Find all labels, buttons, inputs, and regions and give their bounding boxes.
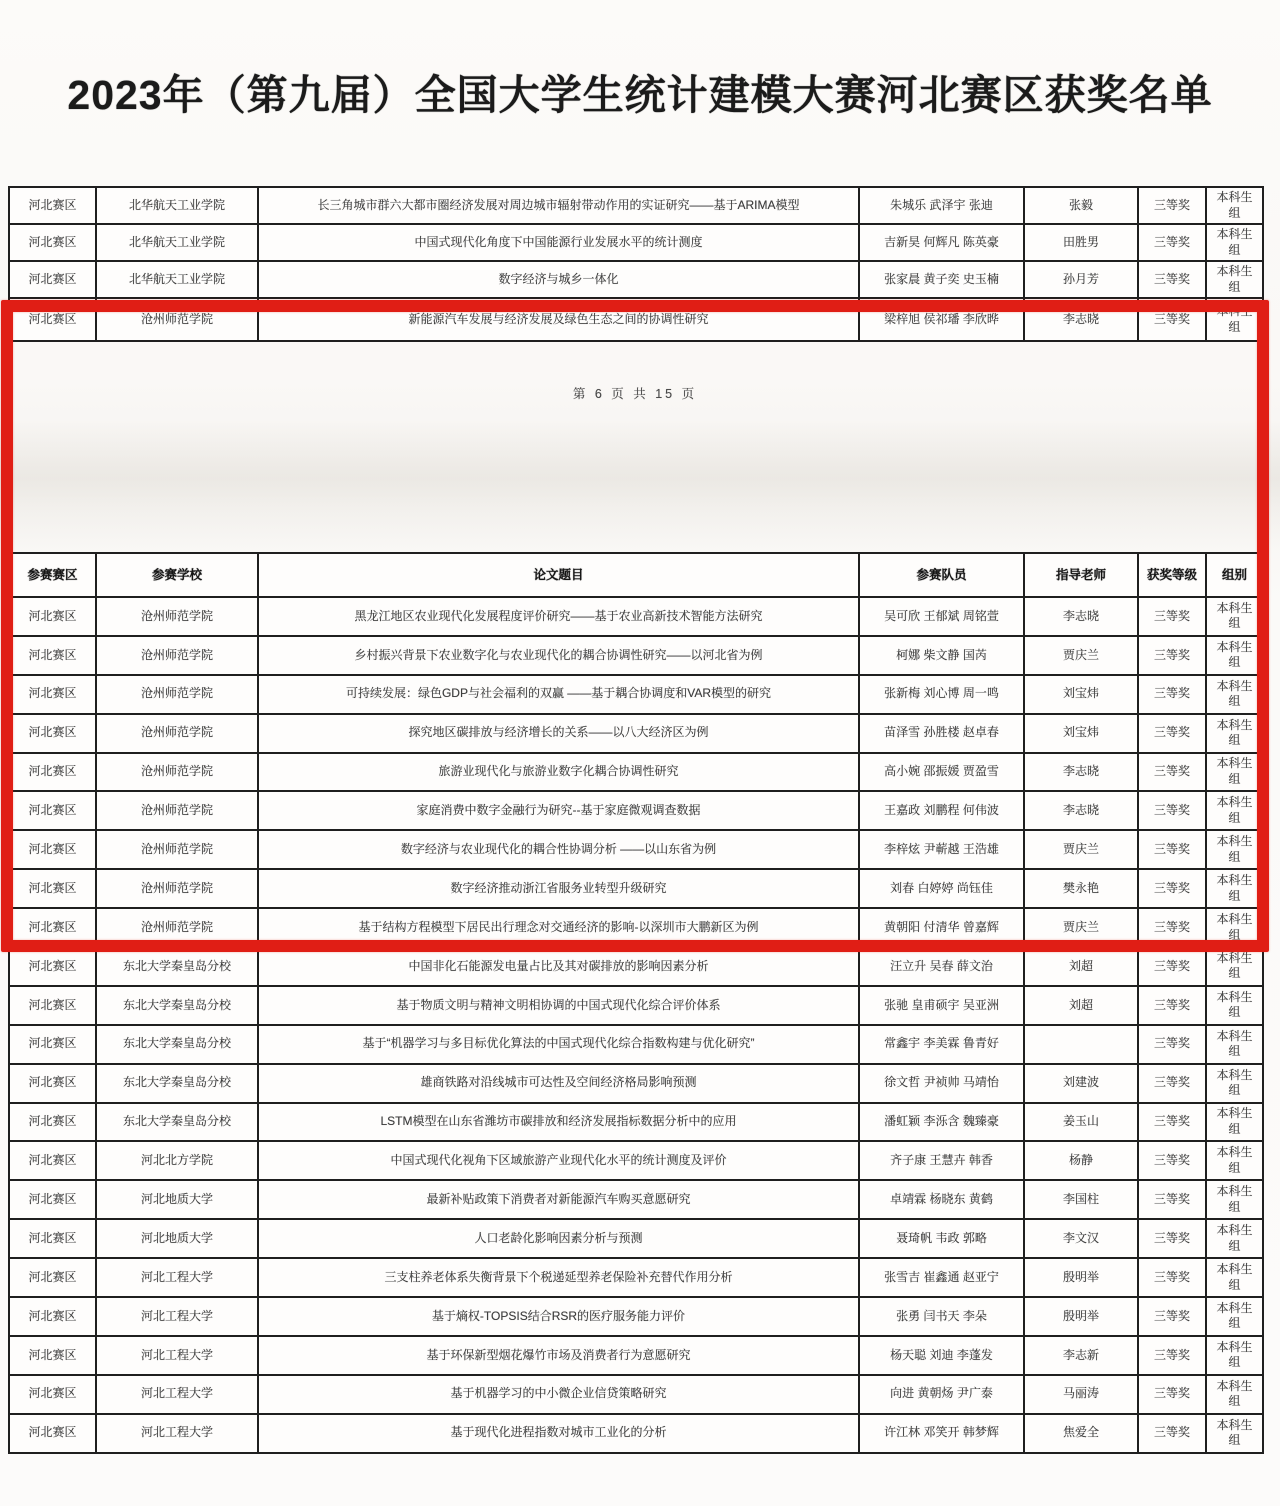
cell-advisor: 贾庆兰: [1024, 908, 1138, 947]
award-row: [9, 675, 1263, 714]
cell-school: 河北北方学院: [96, 1141, 258, 1180]
award-row: [9, 791, 1263, 830]
cell-paper-title: 中国非化石能源发电量占比及其对碳排放的影响因素分析: [258, 947, 859, 986]
cell-school: 东北大学秦皇岛分校: [96, 947, 258, 986]
cell-award-level: 三等奖: [1138, 714, 1206, 753]
cell-school: 河北工程大学: [96, 1258, 258, 1297]
cell-school: 河北地质大学: [96, 1180, 258, 1219]
award-row: [9, 1297, 1263, 1336]
cell-members: 常鑫宇 李美霖 鲁青好: [859, 1025, 1024, 1064]
cell-group: 本科生组: [1206, 830, 1263, 869]
cell-advisor: 焦爱全: [1024, 1414, 1138, 1453]
cell-region: 河北赛区: [9, 224, 96, 261]
cell-school: 北华航天工业学院: [96, 224, 258, 261]
cell-school: 沧州师范学院: [96, 597, 258, 636]
cell-region: 河北赛区: [9, 1414, 96, 1453]
cell-paper-title: 最新补贴政策下消费者对新能源汽车购买意愿研究: [258, 1180, 859, 1219]
cell-members: 李梓炫 尹蕲越 王浩雄: [859, 830, 1024, 869]
cell-group: 本科生组: [1206, 1141, 1263, 1180]
column-header: 参赛赛区: [9, 553, 96, 597]
cell-award-level: 三等奖: [1138, 1258, 1206, 1297]
cell-group: 本科生组: [1206, 1103, 1263, 1142]
cell-members: 苗泽雪 孙胜楼 赵卓春: [859, 714, 1024, 753]
cell-paper-title: 家庭消费中数字金融行为研究--基于家庭微观调查数据: [258, 791, 859, 830]
cell-school: 沧州师范学院: [96, 869, 258, 908]
award-row: [9, 908, 1263, 947]
cell-members: 聂琦帆 韦政 郭略: [859, 1219, 1024, 1258]
cell-members: 张新梅 刘心博 周一鸣: [859, 675, 1024, 714]
cell-advisor: 孙月芳: [1024, 261, 1138, 298]
cell-members: 朱城乐 武泽宇 张迪: [859, 187, 1024, 224]
cell-paper-title: 基于机器学习的中小微企业信贷策略研究: [258, 1375, 859, 1414]
cell-members: 张家晨 黄子奕 史玉楠: [859, 261, 1024, 298]
cell-paper-title: 基于“机器学习与多目标优化算法的中国式现代化综合指数构建与优化研究”: [258, 1025, 859, 1064]
awards-table-main: [8, 552, 1264, 1454]
table-header-row: [9, 553, 1263, 597]
cell-region: 河北赛区: [9, 187, 96, 224]
cell-advisor: 李志晓: [1024, 597, 1138, 636]
cell-group: 本科生组: [1206, 1064, 1263, 1103]
cell-group: 本科生组: [1206, 1258, 1263, 1297]
award-row: [9, 1180, 1263, 1219]
cell-award-level: 三等奖: [1138, 224, 1206, 261]
cell-award-level: 三等奖: [1138, 791, 1206, 830]
cell-advisor: 樊永艳: [1024, 869, 1138, 908]
cell-members: 齐子康 王慧卉 韩香: [859, 1141, 1024, 1180]
cell-award-level: 三等奖: [1138, 1141, 1206, 1180]
cell-advisor: 刘宝炜: [1024, 675, 1138, 714]
cell-members: 许江林 邓笑开 韩梦辉: [859, 1414, 1024, 1453]
cell-members: 卓靖霖 杨晓东 黄鹤: [859, 1180, 1024, 1219]
cell-school: 河北工程大学: [96, 1375, 258, 1414]
cell-advisor: 刘宝炜: [1024, 714, 1138, 753]
cell-advisor: 殷明举: [1024, 1258, 1138, 1297]
cell-award-level: 三等奖: [1138, 1025, 1206, 1064]
cell-group: 本科生组: [1206, 1336, 1263, 1375]
cell-paper-title: 新能源汽车发展与经济发展及绿色生态之间的协调性研究: [258, 298, 859, 341]
cell-advisor: 马丽涛: [1024, 1375, 1138, 1414]
cell-school: 沧州师范学院: [96, 830, 258, 869]
award-row: [9, 1414, 1263, 1453]
award-row: [9, 1258, 1263, 1297]
cell-school: 沧州师范学院: [96, 298, 258, 341]
cell-award-level: 三等奖: [1138, 261, 1206, 298]
award-row: [9, 1219, 1263, 1258]
cell-paper-title: 雄商铁路对沿线城市可达性及空间经济格局影响预测: [258, 1064, 859, 1103]
cell-group: 本科生组: [1206, 1219, 1263, 1258]
cell-advisor: 张毅: [1024, 187, 1138, 224]
cell-paper-title: 数字经济推动浙江省服务业转型升级研究: [258, 869, 859, 908]
award-row: [9, 869, 1263, 908]
cell-region: 河北赛区: [9, 830, 96, 869]
awards-table-top: [8, 186, 1264, 342]
cell-region: 河北赛区: [9, 869, 96, 908]
cell-advisor: [1024, 1025, 1138, 1064]
cell-school: 沧州师范学院: [96, 791, 258, 830]
cell-award-level: 三等奖: [1138, 1064, 1206, 1103]
cell-school: 河北工程大学: [96, 1297, 258, 1336]
cell-advisor: 李志晓: [1024, 753, 1138, 792]
cell-group: 本科生组: [1206, 947, 1263, 986]
cell-award-level: 三等奖: [1138, 675, 1206, 714]
award-row: [9, 1025, 1263, 1064]
cell-advisor: 贾庆兰: [1024, 830, 1138, 869]
cell-award-level: 三等奖: [1138, 908, 1206, 947]
cell-paper-title: 可持续发展：绿色GDP与社会福利的双赢 ——基于耦合协调度和VAR模型的研究: [258, 675, 859, 714]
cell-members: 黄朝阳 付清华 曾嘉辉: [859, 908, 1024, 947]
cell-members: 潘虹颖 李泺含 魏臻豪: [859, 1103, 1024, 1142]
cell-award-level: 三等奖: [1138, 1180, 1206, 1219]
cell-members: 高小婉 邵振媛 贾盈雪: [859, 753, 1024, 792]
cell-school: 沧州师范学院: [96, 636, 258, 675]
cell-group: 本科生组: [1206, 675, 1263, 714]
cell-region: 河北赛区: [9, 636, 96, 675]
cell-members: 吴可欣 王郁斌 周铭萱: [859, 597, 1024, 636]
cell-school: 沧州师范学院: [96, 714, 258, 753]
award-row: [9, 298, 1263, 341]
cell-paper-title: 基于环保新型烟花爆竹市场及消费者行为意愿研究: [258, 1336, 859, 1375]
cell-school: 沧州师范学院: [96, 908, 258, 947]
cell-award-level: 三等奖: [1138, 298, 1206, 341]
cell-paper-title: 旅游业现代化与旅游业数字化耦合协调性研究: [258, 753, 859, 792]
award-row: [9, 636, 1263, 675]
cell-school: 北华航天工业学院: [96, 261, 258, 298]
cell-award-level: 三等奖: [1138, 187, 1206, 224]
cell-region: 河北赛区: [9, 1141, 96, 1180]
column-header: 指导老师: [1024, 553, 1138, 597]
cell-group: 本科生组: [1206, 714, 1263, 753]
cell-group: 本科生组: [1206, 869, 1263, 908]
cell-members: 吉新昊 何辉凡 陈英豪: [859, 224, 1024, 261]
cell-group: 本科生组: [1206, 187, 1263, 224]
column-header: 论文题目: [258, 553, 859, 597]
cell-paper-title: 探究地区碳排放与经济增长的关系——以八大经济区为例: [258, 714, 859, 753]
cell-school: 北华航天工业学院: [96, 187, 258, 224]
cell-award-level: 三等奖: [1138, 1219, 1206, 1258]
cell-school: 东北大学秦皇岛分校: [96, 986, 258, 1025]
award-row: [9, 261, 1263, 298]
cell-region: 河北赛区: [9, 947, 96, 986]
cell-region: 河北赛区: [9, 298, 96, 341]
cell-region: 河北赛区: [9, 986, 96, 1025]
cell-paper-title: 数字经济与农业现代化的耦合性协调分析 ——以山东省为例: [258, 830, 859, 869]
cell-members: 王嘉政 刘鹏程 何伟波: [859, 791, 1024, 830]
cell-region: 河北赛区: [9, 675, 96, 714]
column-header: 获奖等级: [1138, 553, 1206, 597]
cell-advisor: 田胜男: [1024, 224, 1138, 261]
award-row: [9, 1103, 1263, 1142]
cell-members: 向进 黄朝炀 尹广泰: [859, 1375, 1024, 1414]
cell-paper-title: 基于结构方程模型下居民出行理念对交通经济的影响-以深圳市大鹏新区为例: [258, 908, 859, 947]
cell-advisor: 刘超: [1024, 986, 1138, 1025]
cell-advisor: 李志晓: [1024, 298, 1138, 341]
page-break-shadow: [0, 420, 1280, 550]
cell-award-level: 三等奖: [1138, 830, 1206, 869]
cell-school: 河北工程大学: [96, 1336, 258, 1375]
cell-award-level: 三等奖: [1138, 753, 1206, 792]
cell-paper-title: 三支柱养老体系失衡背景下个税递延型养老保险补充替代作用分析: [258, 1258, 859, 1297]
cell-award-level: 三等奖: [1138, 986, 1206, 1025]
award-row: [9, 1336, 1263, 1375]
cell-school: 东北大学秦皇岛分校: [96, 1103, 258, 1142]
award-row: [9, 187, 1263, 224]
cell-group: 本科生组: [1206, 298, 1263, 341]
cell-region: 河北赛区: [9, 1180, 96, 1219]
cell-advisor: 姜玉山: [1024, 1103, 1138, 1142]
award-row: [9, 947, 1263, 986]
cell-school: 沧州师范学院: [96, 675, 258, 714]
cell-paper-title: 中国式现代化视角下区域旅游产业现代化水平的统计测度及评价: [258, 1141, 859, 1180]
cell-advisor: 刘建波: [1024, 1064, 1138, 1103]
cell-advisor: 殷明举: [1024, 1297, 1138, 1336]
cell-award-level: 三等奖: [1138, 636, 1206, 675]
cell-group: 本科生组: [1206, 261, 1263, 298]
cell-paper-title: 黑龙江地区农业现代化发展程度评价研究——基于农业高新技术智能方法研究: [258, 597, 859, 636]
award-row: [9, 597, 1263, 636]
cell-region: 河北赛区: [9, 1064, 96, 1103]
cell-members: 刘春 白婷婷 尚钰佳: [859, 869, 1024, 908]
cell-region: 河北赛区: [9, 1258, 96, 1297]
column-header: 参赛队员: [859, 553, 1024, 597]
cell-members: 汪立升 吴春 薛文治: [859, 947, 1024, 986]
cell-members: 杨天聪 刘迪 李蓬发: [859, 1336, 1024, 1375]
award-row: [9, 830, 1263, 869]
cell-award-level: 三等奖: [1138, 1414, 1206, 1453]
cell-award-level: 三等奖: [1138, 947, 1206, 986]
award-row: [9, 1141, 1263, 1180]
cell-paper-title: 基于物质文明与精神文明相协调的中国式现代化综合评价体系: [258, 986, 859, 1025]
cell-region: 河北赛区: [9, 1025, 96, 1064]
cell-region: 河北赛区: [9, 753, 96, 792]
cell-advisor: 李志新: [1024, 1336, 1138, 1375]
cell-paper-title: 人口老龄化影响因素分析与预测: [258, 1219, 859, 1258]
award-row: [9, 1064, 1263, 1103]
cell-group: 本科生组: [1206, 791, 1263, 830]
cell-award-level: 三等奖: [1138, 597, 1206, 636]
cell-advisor: 贾庆兰: [1024, 636, 1138, 675]
cell-advisor: 刘超: [1024, 947, 1138, 986]
award-row: [9, 986, 1263, 1025]
cell-region: 河北赛区: [9, 1375, 96, 1414]
cell-award-level: 三等奖: [1138, 1375, 1206, 1414]
column-header: 参赛学校: [96, 553, 258, 597]
cell-group: 本科生组: [1206, 753, 1263, 792]
cell-members: 张雪吉 崔鑫通 赵亚宁: [859, 1258, 1024, 1297]
cell-school: 河北工程大学: [96, 1414, 258, 1453]
cell-paper-title: LSTM模型在山东省潍坊市碳排放和经济发展指标数据分析中的应用: [258, 1103, 859, 1142]
cell-region: 河北赛区: [9, 1219, 96, 1258]
cell-group: 本科生组: [1206, 1025, 1263, 1064]
cell-group: 本科生组: [1206, 636, 1263, 675]
cell-paper-title: 基于现代化进程指数对城市工业化的分析: [258, 1414, 859, 1453]
cell-region: 河北赛区: [9, 1336, 96, 1375]
award-row: [9, 224, 1263, 261]
cell-members: 张勇 闫书天 李朵: [859, 1297, 1024, 1336]
cell-region: 河北赛区: [9, 1103, 96, 1142]
cell-paper-title: 长三角城市群六大都市圈经济发展对周边城市辐射带动作用的实证研究——基于ARIMA模型: [258, 187, 859, 224]
award-row: [9, 1375, 1263, 1414]
cell-region: 河北赛区: [9, 597, 96, 636]
cell-group: 本科生组: [1206, 1414, 1263, 1453]
cell-group: 本科生组: [1206, 597, 1263, 636]
cell-region: 河北赛区: [9, 791, 96, 830]
cell-region: 河北赛区: [9, 714, 96, 753]
cell-members: 徐文哲 尹祯帅 马靖怡: [859, 1064, 1024, 1103]
cell-advisor: 李志晓: [1024, 791, 1138, 830]
page-number-indicator: 第 6 页 共 15 页: [572, 387, 698, 401]
column-header: 组别: [1206, 553, 1263, 597]
cell-award-level: 三等奖: [1138, 1297, 1206, 1336]
award-row: [9, 753, 1263, 792]
cell-members: 梁梓旭 侯祁璠 李欣晔: [859, 298, 1024, 341]
cell-award-level: 三等奖: [1138, 1103, 1206, 1142]
cell-school: 河北地质大学: [96, 1219, 258, 1258]
cell-paper-title: 基于熵权-TOPSIS结合RSR的医疗服务能力评价: [258, 1297, 859, 1336]
cell-advisor: 李国柱: [1024, 1180, 1138, 1219]
cell-paper-title: 中国式现代化角度下中国能源行业发展水平的统计测度: [258, 224, 859, 261]
award-row: [9, 714, 1263, 753]
cell-group: 本科生组: [1206, 1375, 1263, 1414]
cell-school: 东北大学秦皇岛分校: [96, 1064, 258, 1103]
cell-paper-title: 数字经济与城乡一体化: [258, 261, 859, 298]
cell-group: 本科生组: [1206, 986, 1263, 1025]
cell-group: 本科生组: [1206, 908, 1263, 947]
cell-paper-title: 乡村振兴背景下农业数字化与农业现代化的耦合协调性研究——以河北省为例: [258, 636, 859, 675]
cell-region: 河北赛区: [9, 261, 96, 298]
cell-region: 河北赛区: [9, 908, 96, 947]
cell-school: 沧州师范学院: [96, 753, 258, 792]
cell-school: 东北大学秦皇岛分校: [96, 1025, 258, 1064]
document-title: 2023年（第九届）全国大学生统计建模大赛河北赛区获奖名单: [67, 72, 1213, 118]
cell-award-level: 三等奖: [1138, 869, 1206, 908]
cell-members: 张驰 皇甫硕宇 吴亚洲: [859, 986, 1024, 1025]
cell-members: 柯娜 柴文静 国芮: [859, 636, 1024, 675]
cell-group: 本科生组: [1206, 1180, 1263, 1219]
cell-group: 本科生组: [1206, 224, 1263, 261]
cell-region: 河北赛区: [9, 1297, 96, 1336]
cell-award-level: 三等奖: [1138, 1336, 1206, 1375]
cell-advisor: 杨静: [1024, 1141, 1138, 1180]
cell-group: 本科生组: [1206, 1297, 1263, 1336]
cell-advisor: 李文汉: [1024, 1219, 1138, 1258]
